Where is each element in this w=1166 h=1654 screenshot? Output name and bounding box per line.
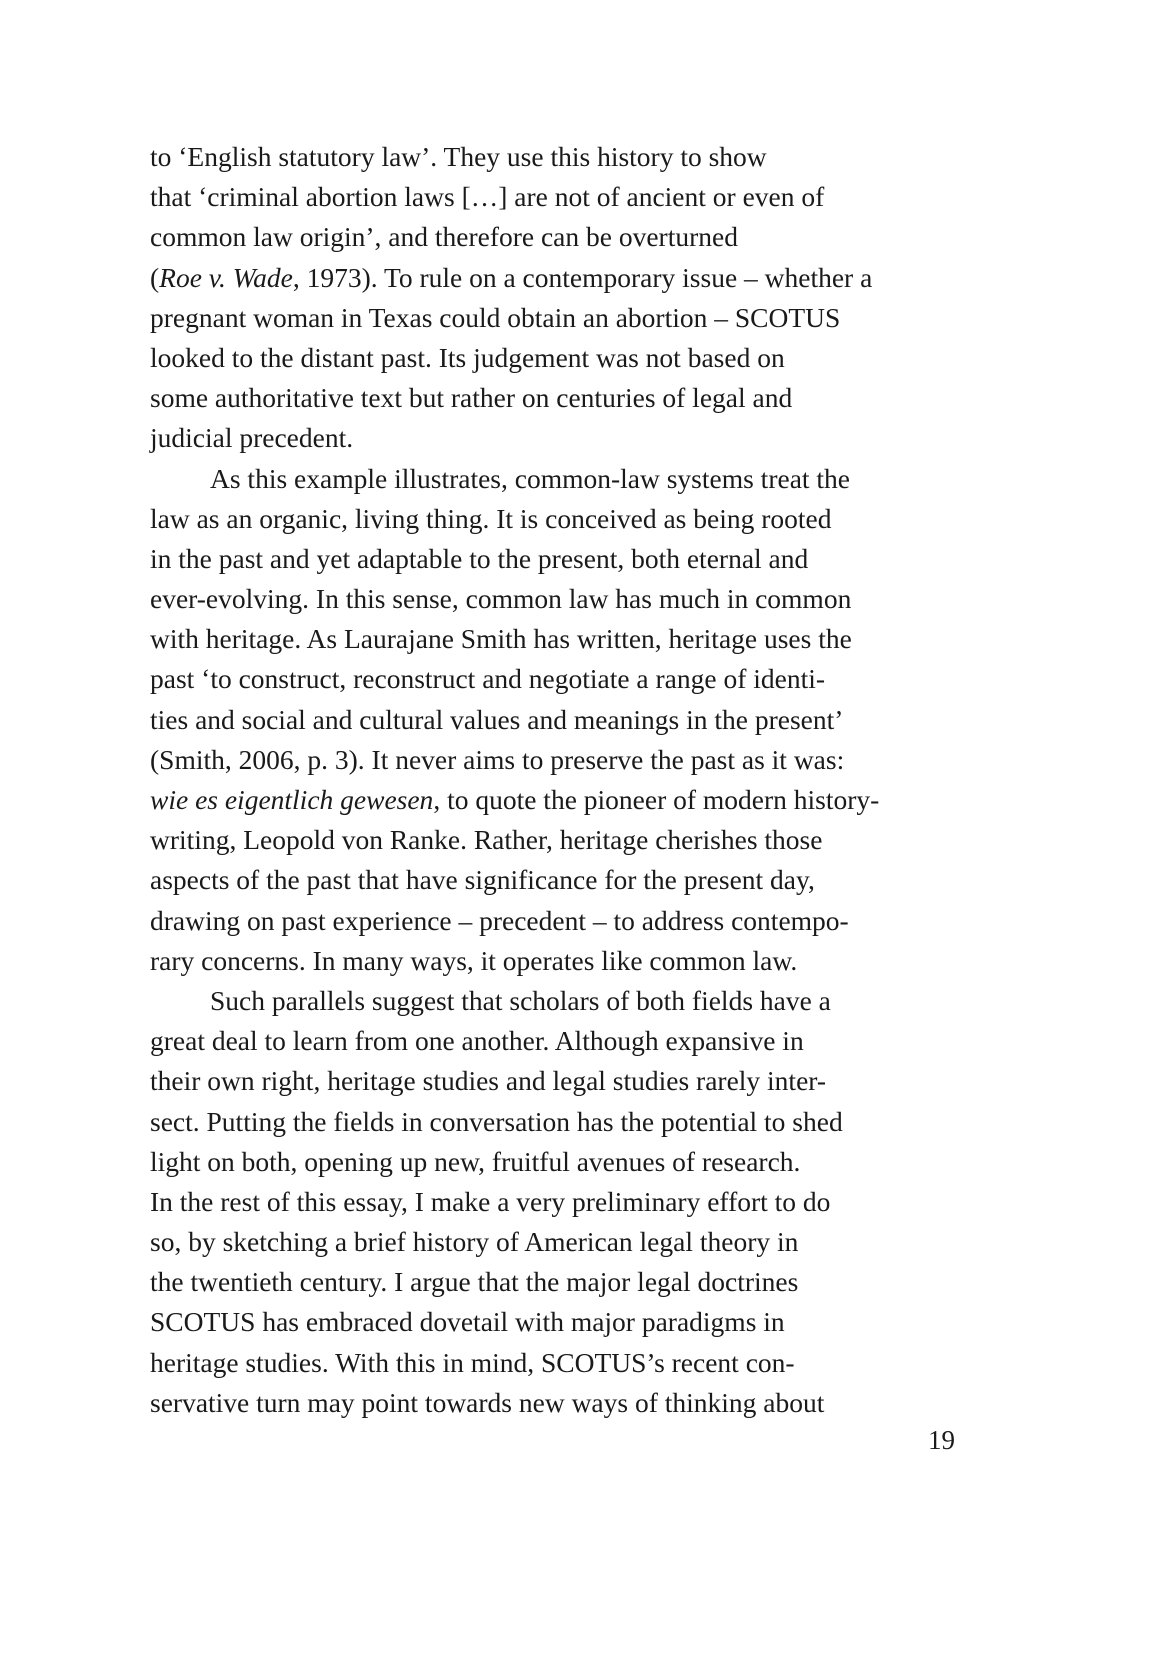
text-line: In the rest of this essay, I make a very preliminary effort to do [150, 1185, 831, 1217]
text-line: aspects of the past that have significance for the present day, [150, 864, 815, 896]
text-line: writing, Leopold von Ranke. Rather, heritage cherishes those [150, 824, 823, 856]
body-text [150, 137, 970, 1423]
text-span: , 1973). To rule on a contemporary issue – whether a [292, 261, 873, 293]
text-line [150, 258, 970, 298]
text-line: Such parallels suggest that scholars of both fields have a [210, 984, 831, 1016]
text-line: sect. Putting the fields in conversation has the potential to shed [150, 1105, 843, 1137]
text-line: the twentieth century. I argue that the major legal doctrines [150, 1266, 799, 1298]
text-line: with heritage. As Laurajane Smith has written, heritage uses the [150, 623, 852, 655]
italic-text: wie es eigentlich gewesen [150, 784, 434, 815]
text-line: SCOTUS has embraced dovetail with major paradigms in [150, 1306, 785, 1338]
text-line: looked to the distant past. Its judgement was not based on [150, 341, 785, 373]
text-line: ties and social and cultural values and meanings in the present’ [150, 703, 844, 735]
text-line: law as an organic, living thing. It is conceived as being rooted [150, 502, 832, 534]
text-line: ever-evolving. In this sense, common law has much in common [150, 583, 852, 615]
text-line: some authoritative text but rather on centuries of legal and [150, 382, 793, 414]
text-line: heritage studies. With this in mind, SCOTUS’s recent con- [150, 1346, 795, 1378]
paragraph [150, 137, 970, 459]
text-line: common law origin’, and therefore can be overturned [150, 221, 738, 253]
text-line: that ‘criminal abortion laws […] are not of ancient or even of [150, 181, 825, 213]
text-line: pregnant woman in Texas could obtain an abortion – SCOTUS [150, 301, 841, 333]
text-line: drawing on past experience – precedent – to address contempo- [150, 904, 849, 936]
text-line: past ‘to construct, reconstruct and negotiate a range of identi- [150, 663, 826, 695]
text-line: rary concerns. In many ways, it operates like common law. [150, 944, 798, 976]
text-line: judicial precedent. [150, 422, 354, 454]
text-span: ( [150, 261, 160, 293]
text-line [150, 780, 970, 820]
text-line: to ‘English statutory law’. They use this history to show [150, 141, 767, 172]
paragraph [150, 981, 970, 1423]
text-line: great deal to learn from one another. Although expansive in [150, 1025, 804, 1057]
text-line: their own right, heritage studies and legal studies rarely inter- [150, 1065, 827, 1097]
text-span: , to quote the pioneer of modern history- [433, 784, 880, 815]
italic-text: Roe v. Wade [159, 261, 293, 293]
page-number: 19 [928, 1425, 955, 1455]
text-line: so, by sketching a brief history of American legal theory in [150, 1226, 799, 1258]
text-line: (Smith, 2006, p. 3). It never aims to preserve the past as it was: [150, 743, 845, 775]
text-line: As this example illustrates, common-law systems treat the [210, 462, 851, 494]
paragraph [150, 459, 970, 981]
text-line: light on both, opening up new, fruitful avenues of research. [150, 1145, 801, 1177]
text-line: in the past and yet adaptable to the present, both eternal and [150, 542, 809, 574]
text-line: servative turn may point towards new ways of thinking about [150, 1386, 825, 1418]
